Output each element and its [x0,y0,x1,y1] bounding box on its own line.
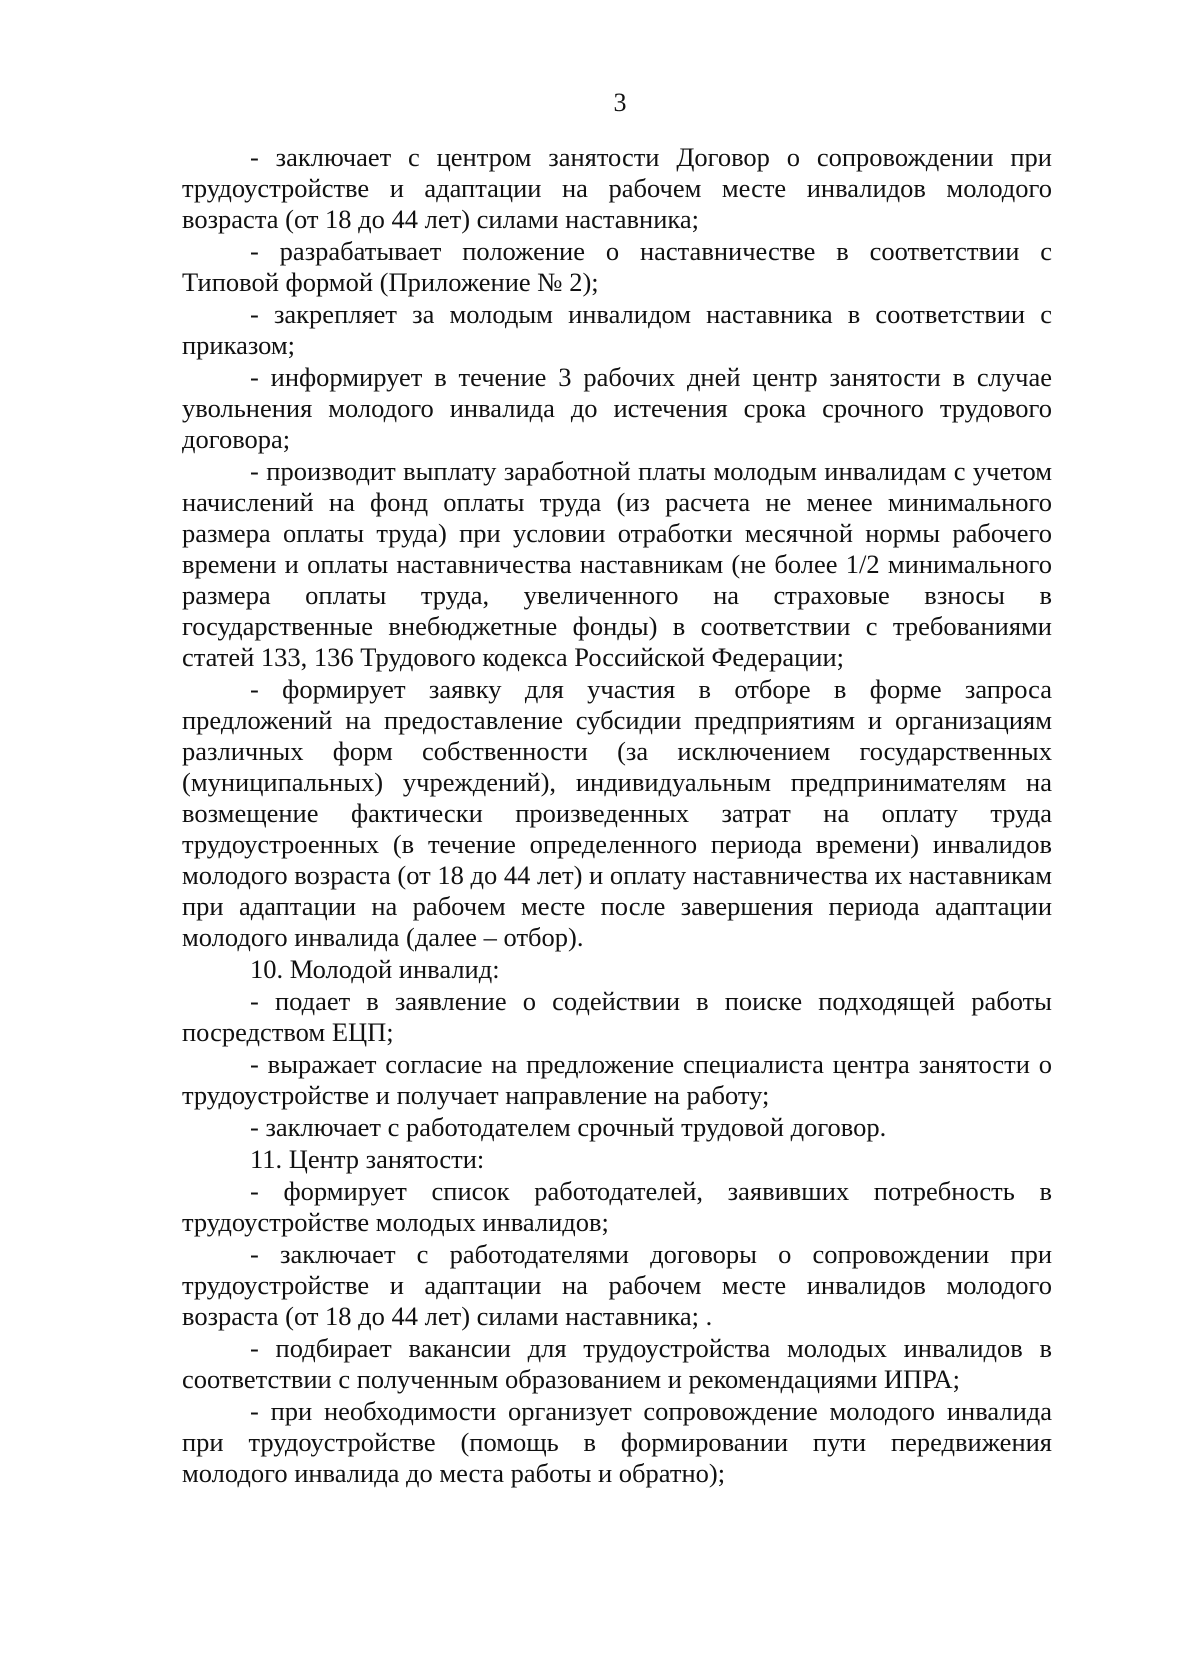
paragraph-express-consent: - выражает согласие на предложение специалиста центра занятости о трудоустройстве и получает направление на работу; [182,1049,1052,1110]
paragraph-salary-payment: - производит выплату заработной платы молодым инвалидам с учетом начислений на фонд оплаты труда (из расчета не менее минимального размера оплаты труда) при условии отработки месячной нормы рабочего времени и оплаты наставничества наставникам (не более 1/2 минимального размера оплаты труда, увеличенного на страховые взносы в государственные внебюджетные фонды) в соответствии с требованиями статей 133, 136 Трудового кодекса Российской Федерации; [182,456,1052,672]
paragraph-employer-contract: - заключает с центром занятости Договор о сопровождении при трудоустройстве и адаптации на рабочем месте инвалидов молодого возраста (от 18 до 44 лет) силами наставника; [182,142,1052,234]
paragraph-select-vacancies: - подбирает вакансии для трудоустройства молодых инвалидов в соответствии с полученным образованием и рекомендациями ИПРА; [182,1333,1052,1394]
paragraph-submit-application: - подает в заявление о содействии в поиске подходящей работы посредством ЕЦП; [182,986,1052,1047]
paragraph-inform-dismissal: - информирует в течение 3 рабочих дней центр занятости в случае увольнения молодого инвалида до истечения срока срочного трудового договора; [182,362,1052,454]
paragraph-conclude-contract: - заключает с работодателем срочный трудовой договор. [250,1112,887,1142]
paragraph-subsidy-application: - формирует заявку для участия в отборе в форме запроса предложений на предоставление субсидии предприятиям и организациям различных форм собственности (за исключением государственных (муниципальных) учреждений), индивидуальным предпринимателям на возмещение фактически произведенных затрат на оплату труда трудоустроенных (в течение определенного периода времени) инвалидов молодого возраста (от 18 до 44 лет) и оплату наставничества их наставникам при адаптации на рабочем месте после завершения периода адаптации молодого инвалида (далее – отбор). [182,674,1052,952]
paragraph-mentorship-regulation: - разрабатывает положение о наставничестве в соответствии с Типовой формой (Приложение № 2); [182,236,1052,297]
document-body [182,142,1052,1490]
section-heading-young-disabled: 10. Молодой инвалид: [250,954,500,984]
page-number: 3 [613,88,627,117]
paragraph-organize-support: - при необходимости организует сопровождение молодого инвалида при трудоустройстве (помощь в формировании пути передвижения молодого инвалида до места работы и обратно); [182,1396,1052,1488]
paragraph-employer-list: - формирует список работодателей, заявивших потребность в трудоустройстве молодых инвалидов; [182,1176,1052,1237]
paragraph-center-contracts: - заключает с работодателями договоры о сопровождении при трудоустройстве и адаптации на рабочем месте инвалидов молодого возраста (от 18 до 44 лет) силами наставника; . [182,1239,1052,1331]
section-heading-employment-center: 11. Центр занятости: [250,1144,485,1174]
paragraph-assign-mentor: - закрепляет за молодым инвалидом наставника в соответствии с приказом; [182,299,1052,360]
